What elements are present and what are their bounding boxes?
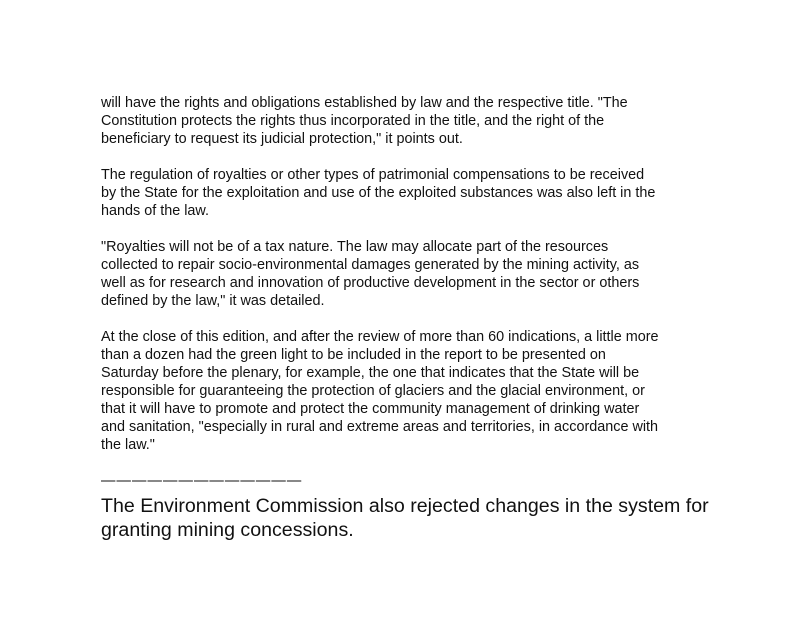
document-page	[101, 94, 711, 542]
paragraph-rights-obligations: will have the rights and obligations established by law and the respective title. "The Constitution protects the rights thus incorporated in the title, and the right of the beneficiary to request its judicial protection," it points out.	[101, 95, 628, 147]
paragraph-royalties-quote: "Royalties will not be of a tax nature. The law may allocate part of the resources collected to repair socio-environmental damages generated by the mining activity, as well as for research and innovation of productive development in the sector or others defined by the law," it was detailed.	[101, 239, 640, 309]
section-divider: —————————————	[101, 473, 303, 489]
section-headline: The Environment Commission also rejected changes in the system for granting mining concessions.	[101, 495, 709, 541]
paragraph-royalties-regulation: The regulation of royalties or other types of patrimonial compensations to be received by the State for the exploitation and use of the exploited substances was also left in the hands of the law.	[101, 167, 656, 219]
paragraph-edition-close: At the close of this edition, and after the review of more than 60 indications, a little more than a dozen had the green light to be included in the report to be presented on Saturday before the plenary, for example, the one that indicates that the State will be responsible for guaranteeing the protection of glaciers and the glacial environment, or that it will have to promote and protect the community management of drinking water and sanitation, "especially in rural and extreme areas and territories, in accordance with the law."	[101, 329, 659, 453]
